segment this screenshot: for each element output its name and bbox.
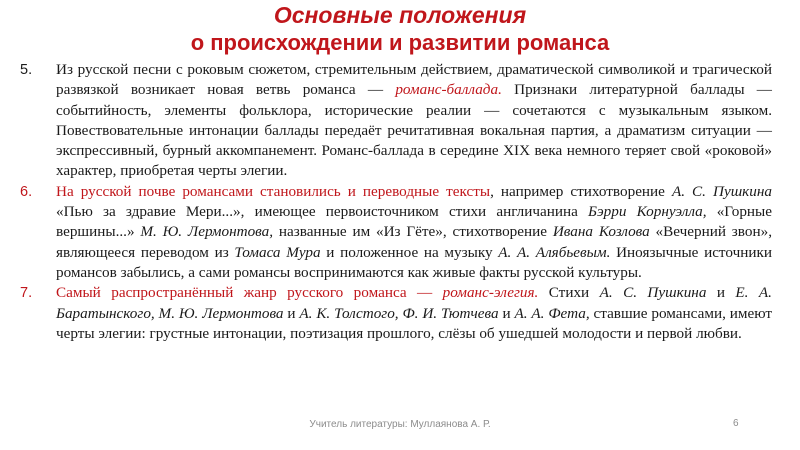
- author-name: А. А. Алябьевым.: [498, 243, 611, 261]
- item-number: 6.: [20, 183, 33, 200]
- text-segment: , например стихотворение: [490, 182, 672, 200]
- list-item-6: [20, 182, 772, 283]
- text-segment: и: [283, 304, 300, 322]
- slide-title: [0, 2, 800, 56]
- text-segment: Стихи: [538, 284, 600, 302]
- item-number: 7.: [20, 285, 33, 302]
- author-name: А. К. Толстого, Ф. И. Тютчева: [299, 304, 499, 322]
- footer-author: Учитель литературы: Муллаянова А. Р.: [309, 419, 491, 430]
- highlight-phrase: На русской почве романсами становились и переводные тексты: [56, 182, 491, 200]
- title-line-2: о происхождении и развитии романса: [190, 30, 610, 55]
- list-item-7: [20, 283, 772, 344]
- author-name: А. С. Пушкина: [671, 182, 772, 200]
- list-item-5: [20, 60, 772, 182]
- highlight-phrase: Самый распространённый жанр русского романса —: [56, 284, 443, 302]
- title-line-1: Основные положения: [273, 2, 527, 28]
- author-name: А. С. Пушкина: [599, 284, 707, 302]
- author-name: А. А. Фета,: [514, 304, 590, 322]
- text-segment: «Пью за здравие Мери...», имеющее первоисточником стихи англичанина: [56, 203, 589, 221]
- text-segment: и: [706, 284, 736, 302]
- text-segment: Из русской песни с роковым сюжетом, стремительным действием, драматической символикой и трагической развязкой возникает новая ветвь романса —: [56, 61, 772, 99]
- text-segment: Иноязычные источники романсов забылись, а сами романсы воспринимаются как живые факты русской культуры.: [56, 243, 772, 281]
- term-romance-elegy: романс-элегия.: [442, 284, 539, 302]
- item-number: 5.: [20, 62, 33, 78]
- text-segment: и положенное на музыку: [320, 243, 499, 261]
- author-name: Ивана Козлова: [552, 223, 650, 241]
- text-segment: Признаки литературной баллады — событийность, элементы фольклора, исторические реалии — сочетаются с музыкальным языком. Повествовательные интонации баллады передаёт речитативная вокальная партия, а драматизм ситуации — экспрессивный, бурный аккомпанемент. Романс-баллада в середине XIX века немного теряет свой «роковой» характер, приобретая черты элегии.: [56, 81, 772, 180]
- text-segment: и: [498, 304, 515, 322]
- numbered-list: [20, 60, 772, 344]
- author-name: Томаса Мура: [234, 243, 321, 261]
- text-segment: «Вечерний звон», являющееся переводом из: [56, 223, 772, 261]
- author-name: Е. А. Баратынского, М. Ю. Лермонтова: [56, 284, 772, 322]
- author-name: М. Ю. Лермонтова,: [140, 223, 274, 241]
- text-segment: ставшие романсами, имеют черты элегии: грустные интонации, поэтизация прошлого, слёзы об ушедшей молодости и первой любви.: [56, 304, 772, 342]
- text-segment: названные им «Из Гёте», стихотворение: [273, 223, 553, 241]
- term-romance-ballad: романс-баллада.: [395, 81, 502, 99]
- text-segment: «Горные вершины...»: [56, 203, 773, 241]
- page-number: 6: [733, 418, 739, 429]
- author-name: Бэрри Корнуэлла,: [588, 203, 707, 221]
